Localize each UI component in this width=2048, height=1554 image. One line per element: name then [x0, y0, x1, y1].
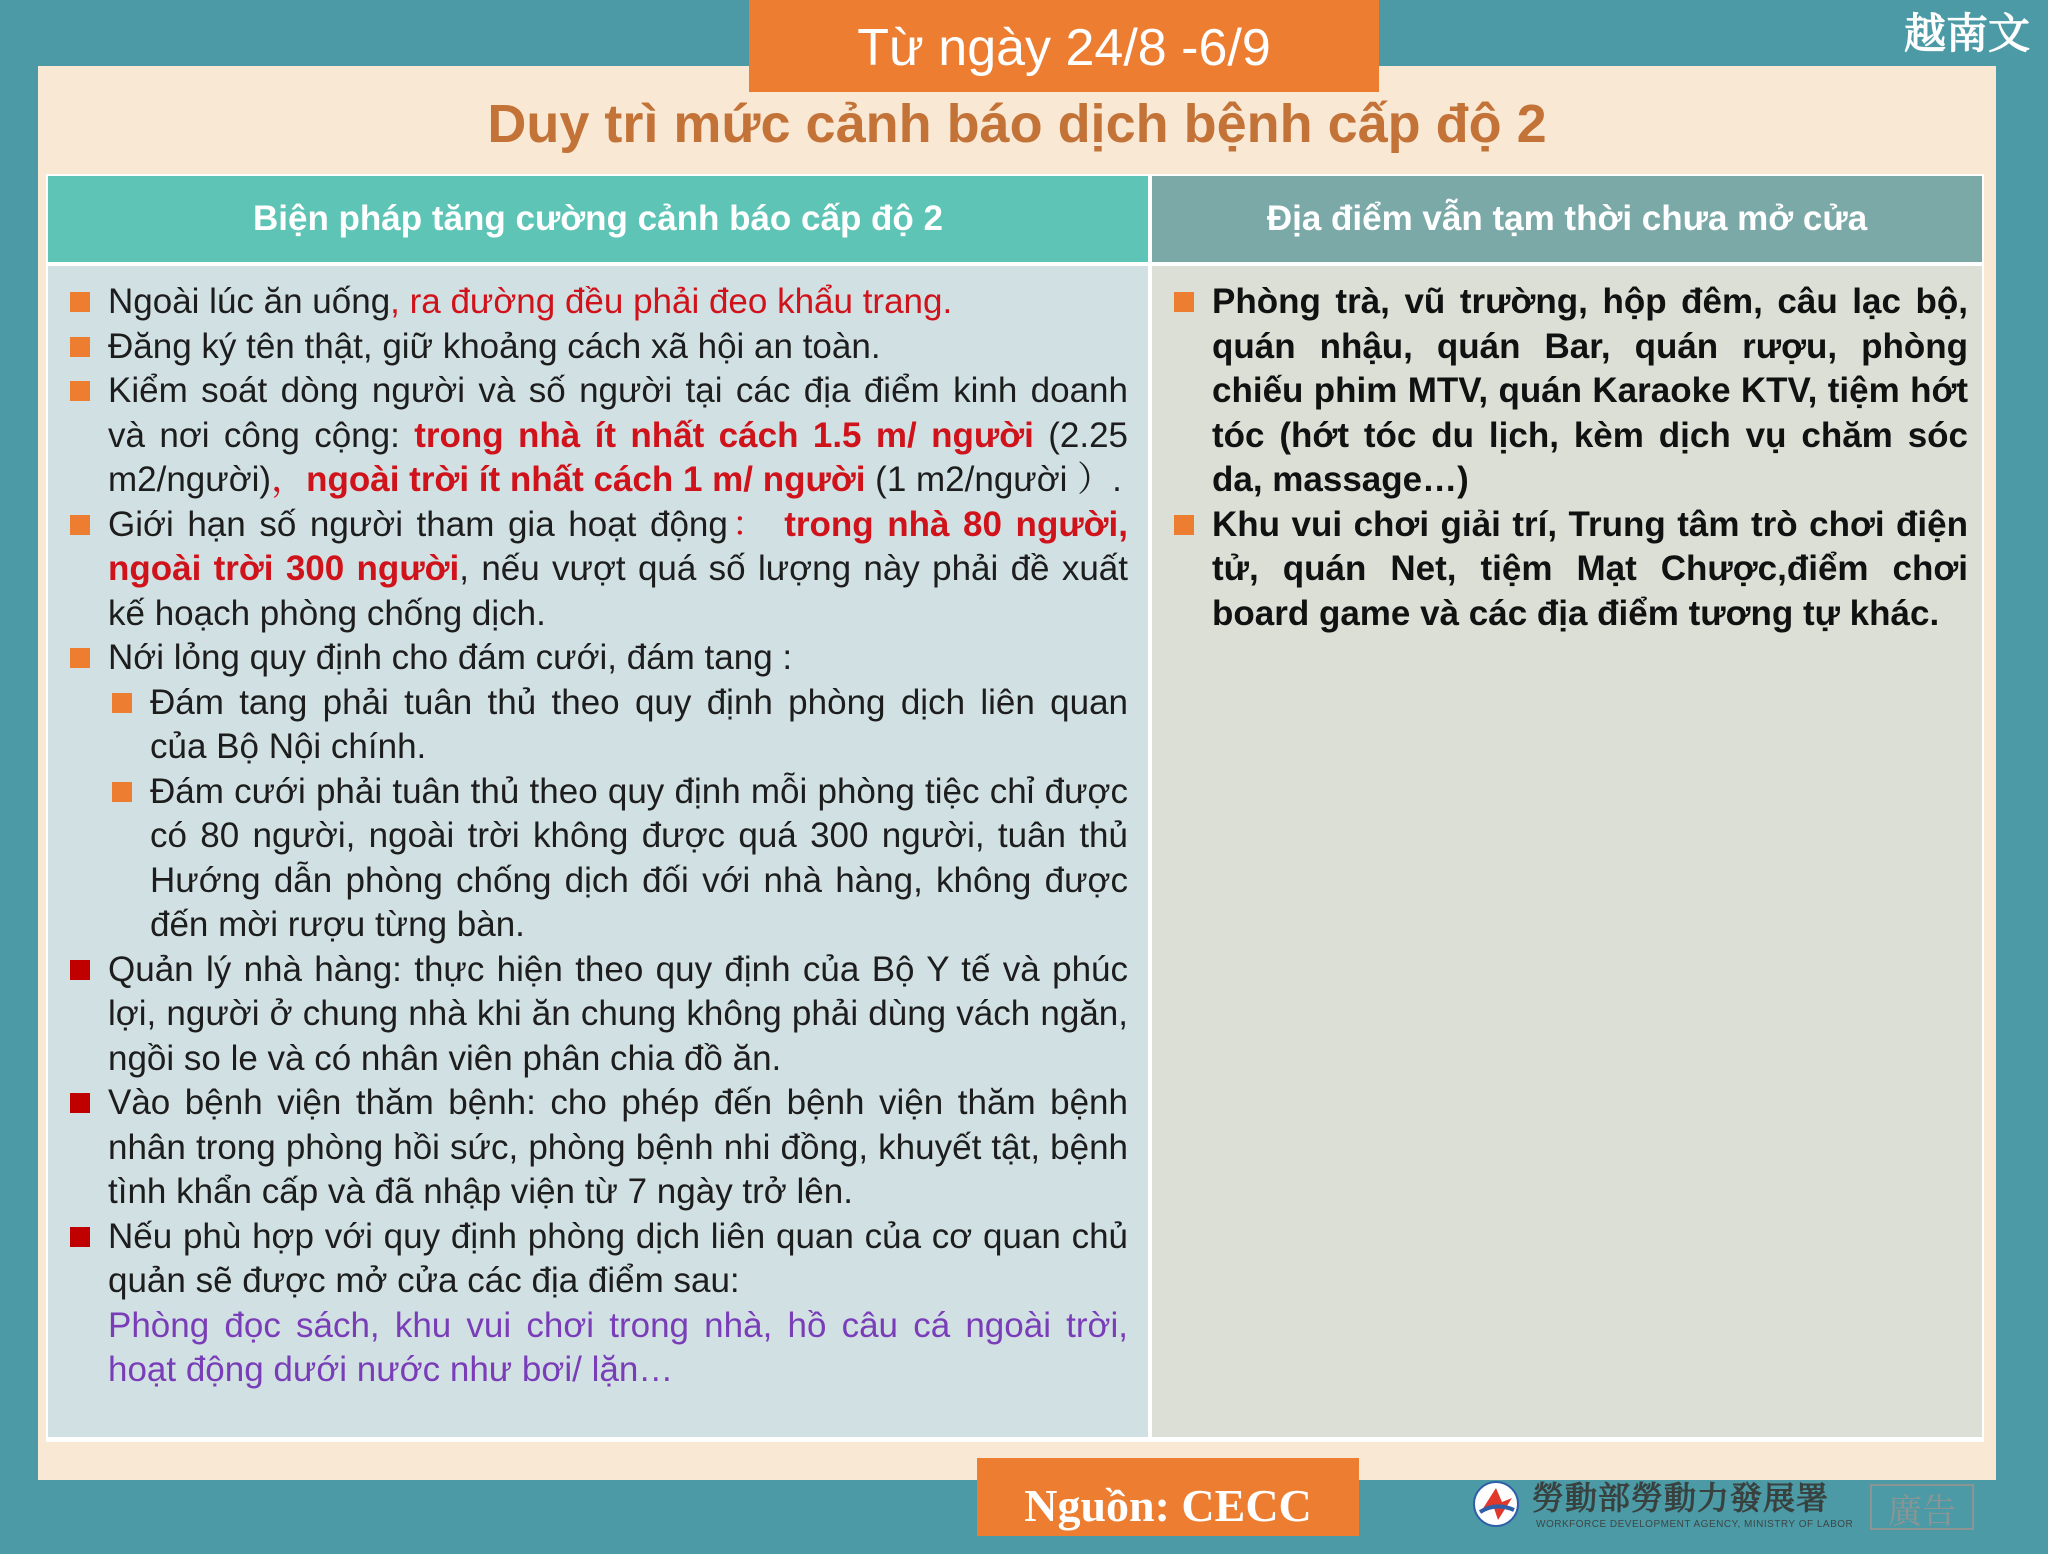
date-range-text: Từ ngày 24/8 -6/9	[857, 19, 1271, 77]
square-bullet-icon	[70, 515, 90, 535]
date-range-tab	[749, 0, 1379, 92]
square-bullet-icon	[70, 648, 90, 668]
closed-venues-list	[1152, 266, 1982, 1437]
measures-list	[48, 266, 1148, 1437]
list-item-weddings-funerals: Nới lỏng quy định cho đám cưới, đám tang :	[108, 636, 1128, 681]
list-item-restaurants: Quản lý nhà hàng: thực hiện theo quy định của Bộ Y tế và phúc lợi, người ở chung nhà khi ăn chung không phải dùng vách ngăn, ngồi so le và có nhân viên phân chia đồ ăn.	[108, 948, 1128, 1082]
agency-emblem-icon	[1472, 1480, 1520, 1528]
sub-item-weddings: Đám cưới phải tuân thủ theo quy định mỗi phòng tiệc chỉ được có 80 người, ngoài trời không được quá 300 người, tuân thủ Hướng dẫn phòng chống dịch đối với nhà hàng, không được đến mời rượu từng bàn.	[150, 770, 1128, 948]
language-tag: 越南文	[1903, 10, 2030, 57]
agency-name: 勞動部勞動力發展署	[1532, 1480, 1830, 1516]
list-item-crowd-control: Kiểm soát dòng người và số người tại các địa điểm kinh doanh và nơi công cộng: trong nhà ít nhất cách 1.5 m/ người (2.25 m2/người)，ngoài trời ít nhất cách 1 m/ người (1 m2/người ）.	[108, 369, 1128, 503]
square-bullet-icon	[70, 1093, 90, 1113]
agency-logo	[1472, 1478, 1982, 1536]
list-item-participant-limit: Giới hạn số người tham gia hoạt động： trong nhà 80 người, ngoài trời 300 người, nếu vượt quá số lượng này phải đề xuất kế hoạch phòng chống dịch.	[108, 503, 1128, 637]
square-bullet-icon	[70, 1227, 90, 1247]
ad-label: 廣告	[1870, 1484, 1974, 1530]
list-item-amusement-venues: Khu vui chơi giải trí, Trung tâm trò chơi điện tử, quán Net, tiệm Mạt Chược,điểm chơi board game và các địa điểm tương tự khác.	[1212, 503, 1968, 637]
list-item-reopening-venues: Nếu phù hợp với quy định phòng dịch liên quan của cơ quan chủ quản sẽ được mở cửa các địa điểm sau: Phòng đọc sách, khu vui chơi trong nhà, hồ câu cá ngoài trời, hoạt động dưới nước như bơi/ lặn…	[108, 1215, 1128, 1393]
source-tab	[977, 1458, 1359, 1536]
list-item-masks: Ngoài lúc ăn uống, ra đường đều phải đeo khẩu trang.	[108, 280, 1128, 325]
list-item-hospital-visits: Vào bệnh viện thăm bệnh: cho phép đến bệnh viện thăm bệnh nhân trong phòng hồi sức, phòng bệnh nhi đồng, khuyết tật, bệnh tình khẩn cấp và đã nhập viện từ 7 ngày trở lên.	[108, 1081, 1128, 1215]
square-bullet-icon	[112, 693, 132, 713]
page-title: Duy trì mức cảnh báo dịch bệnh cấp độ 2	[487, 94, 1547, 154]
source-text: Nguồn: CECC	[1024, 1480, 1312, 1531]
agency-english-name: WORKFORCE DEVELOPMENT AGENCY, MINISTRY OF LABOR	[1536, 1519, 1854, 1530]
left-column-header: Biện pháp tăng cường cảnh báo cấp độ 2	[48, 176, 1148, 262]
square-bullet-icon	[112, 782, 132, 802]
square-bullet-icon	[1174, 292, 1194, 312]
square-bullet-icon	[70, 381, 90, 401]
sub-item-funerals: Đám tang phải tuân thủ theo quy định phòng dịch liên quan của Bộ Nội chính.	[150, 681, 1128, 770]
list-item-entertainment-venues: Phòng trà, vũ trường, hộp đêm, câu lạc bộ, quán nhậu, quán Bar, quán rượu, phòng chiếu phim MTV, quán Karaoke KTV, tiệm hớt tóc (hớt tóc du lịch, kèm dịch vụ chăm sóc da, massage…)	[1212, 280, 1968, 503]
square-bullet-icon	[1174, 515, 1194, 535]
measures-table	[46, 174, 1984, 1442]
list-item-registration: Đăng ký tên thật, giữ khoảng cách xã hội an toàn.	[108, 325, 1128, 370]
square-bullet-icon	[70, 337, 90, 357]
square-bullet-icon	[70, 292, 90, 312]
right-column-header: Địa điểm vẫn tạm thời chưa mở cửa	[1152, 176, 1982, 262]
square-bullet-icon	[70, 960, 90, 980]
